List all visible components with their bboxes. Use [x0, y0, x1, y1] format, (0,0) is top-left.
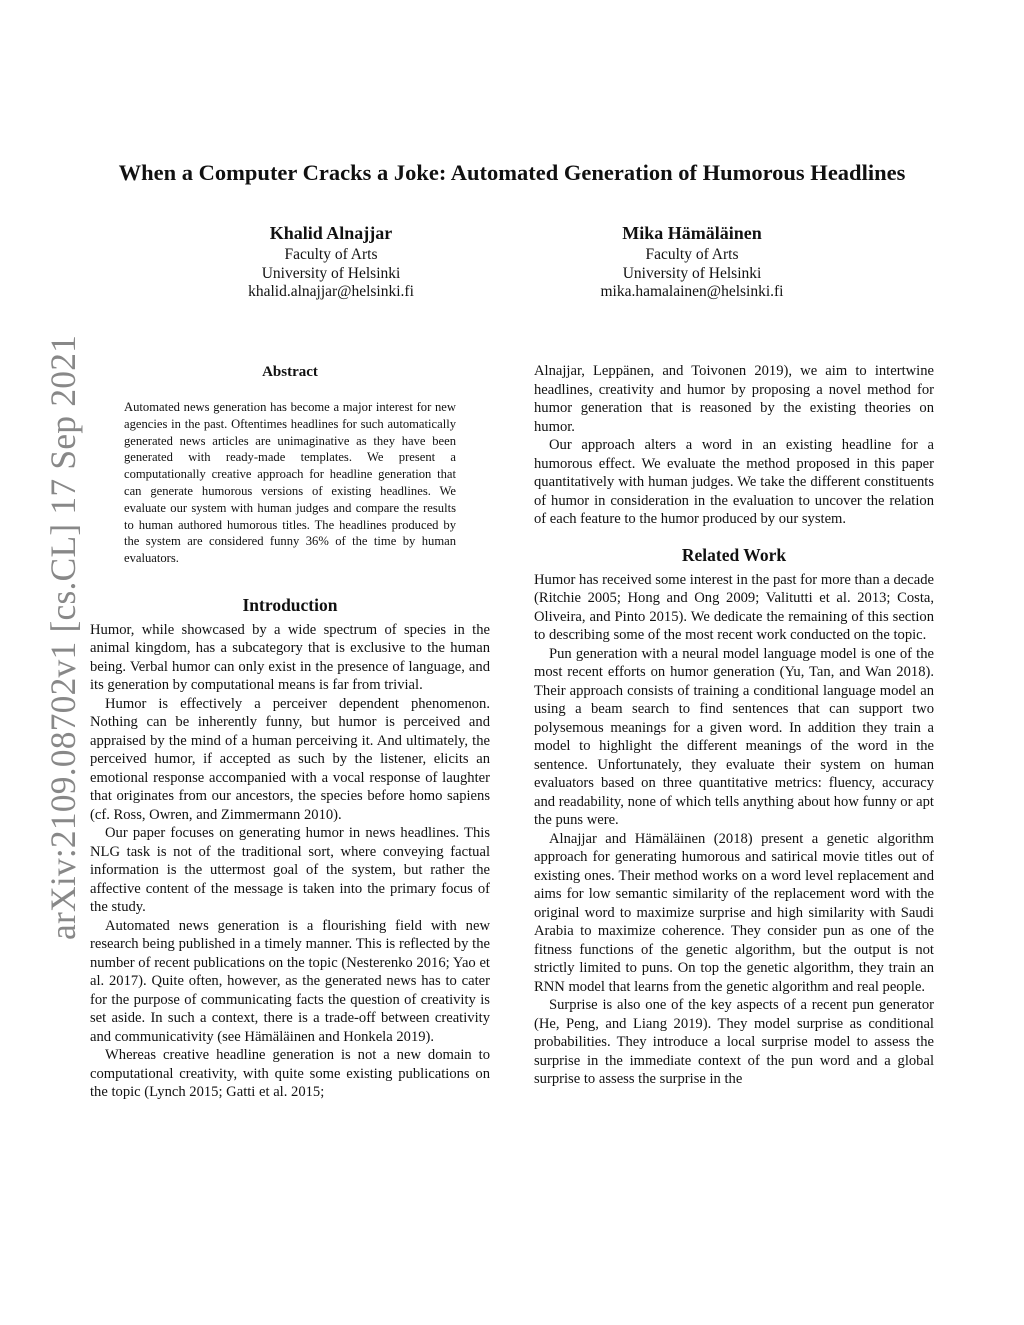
- author-email: mika.hamalainen@helsinki.fi: [600, 283, 784, 300]
- paragraph: Surprise is also one of the key aspects of a recent pun generator (He, Peng, and Liang 2019). They model surprise as conditional probabilities. They introduce a local surprise model to assess the surprise in the immediate context of the pun word and a global surprise to assess the surprise in the: [534, 997, 934, 1087]
- paragraph: Humor is effectively a perceiver dependent phenomenon. Nothing can be inherently funny, but humor is perceived and appraised by the mind of a human perceiving it. And ultimately, the perceived humor, if accepted as such by the listener, elicits an emotional response accompanied with a vocal response of laughter that originates from our ancestors, the species before homo sapiens (cf. Ross, Owren, and Zimmermann 2010).: [90, 695, 490, 823]
- arxiv-identifier-stamp: arXiv:2109.08702v1 [cs.CL] 17 Sep 2021: [43, 334, 83, 940]
- section-heading-introduction: Introduction: [242, 594, 338, 615]
- author-email: khalid.alnajjar@helsinki.fi: [248, 283, 414, 300]
- paragraph: Alnajjar, Leppänen, and Toivonen 2019), we aim to intertwine headlines, creativity and humor by proposing a novel method for humor generation that is reasoned by the existing theories on humor.: [534, 363, 934, 435]
- author-block: [552, 220, 832, 302]
- left-column: [90, 362, 490, 1102]
- paragraph: Automated news generation is a flourishing field with new research being published in a timely manner. This is reflected by the number of recent publications on the topic (Nesterenko 2016; Yao et al. 2017). Quite often, however, as the generated news has to cater for the purpose of communicating facts the question of creativity is set aside. In such a context, there is a trade-off between creativity and communicativity (see Hämäläinen and Honkela 2019).: [90, 917, 490, 1045]
- author-name: Khalid Alnajjar: [269, 223, 393, 243]
- paragraph: Whereas creative headline generation is not a new domain to computational creativity, with quite some existing publications on the topic (Lynch 2015; Gatti et al. 2015;: [90, 1047, 490, 1101]
- author-institution: University of Helsinki: [261, 264, 401, 282]
- paragraph: Pun generation with a neural model language model is one of the most recent efforts on humor generation (Yu, Tan, and Wan 2018). Their approach consists of training a conditional language model an using a beam search to find sentences that can support two polysemous meanings for a given word. In addition they train a model to highlight the different meanings of the word in the sentence. Unfortunately, they evaluate their system on human evaluators based on three quantitative metrics: fluency, accuracy and readability, none of which tells anything about how funny or apt the puns were.: [534, 645, 934, 828]
- paragraph: Our paper focuses on generating humor in news headlines. This NLG task is not of the traditional sort, where conveying factual information is the uttermost goal of the system, but rather the affective content of the message is taken into the primary focus of the study.: [90, 825, 490, 916]
- paragraph: Humor has received some interest in the past for more than a decade (Ritchie 2005; Hong and Ong 2009; Valitutti et al. 2013; Costa, Oliveira, and Pinto 2015). We dedicate the remaining of this section to describing some of the most recent work conducted on the topic.: [534, 571, 934, 643]
- right-column: [534, 362, 934, 1089]
- abstract-heading: Abstract: [262, 364, 318, 380]
- author-block: [191, 220, 471, 302]
- paper-title: When a Computer Cracks a Joke: Automated Generation of Humorous Headlines: [118, 160, 906, 185]
- abstract: [124, 362, 456, 567]
- abstract-text: Automated news generation has become a major interest for new agencies in the past. Oftentimes headlines for such automatically generated news articles are unimaginative as they have been generated with ready-made templates. We present a computationally creative approach for headline generation that can generate humorous versions of existing headlines. We evaluate our system with human judges and compare the results to human authored humorous titles. The headlines produced by the system are considered funny 36% of the time by human evaluators.: [124, 400, 456, 566]
- author-name: Mika Hämäläinen: [622, 223, 762, 243]
- section-heading-related-work: Related Work: [681, 544, 787, 565]
- author-affiliation: Faculty of Arts: [645, 246, 739, 263]
- author-institution: University of Helsinki: [622, 264, 762, 282]
- author-affiliation: Faculty of Arts: [284, 246, 378, 263]
- paragraph: Our approach alters a word in an existing headline for a humorous effect. We evaluate the method proposed in this paper quantitatively with human judges. We take the different constituents of humor in consideration in the evaluation to uncover the relation of each feature to the humor produced by our system.: [534, 437, 934, 527]
- paragraph: Alnajjar and Hämäläinen (2018) present a genetic algorithm approach for generating humorous and satirical movie titles out of existing ones. Their method works on a word level replacement and aims for low semantic similarity of the replacement word with the original word to maximize surprise and high similarity with Saudi Arabia to maximize coherence. They consider pun as one of the fitness functions of the genetic algorithm, but the output is not strictly limited to puns. On top the genetic algorithm, they train an RNN model that learns from the genetic algorithm and real people.: [534, 830, 934, 995]
- paragraph: Humor, while showcased by a wide spectrum of species in the animal kingdom, has a subcategory that is exclusive to the human being. Verbal humor can only exist in the presence of language, and its generation by computational means is far from trivial.: [90, 621, 490, 694]
